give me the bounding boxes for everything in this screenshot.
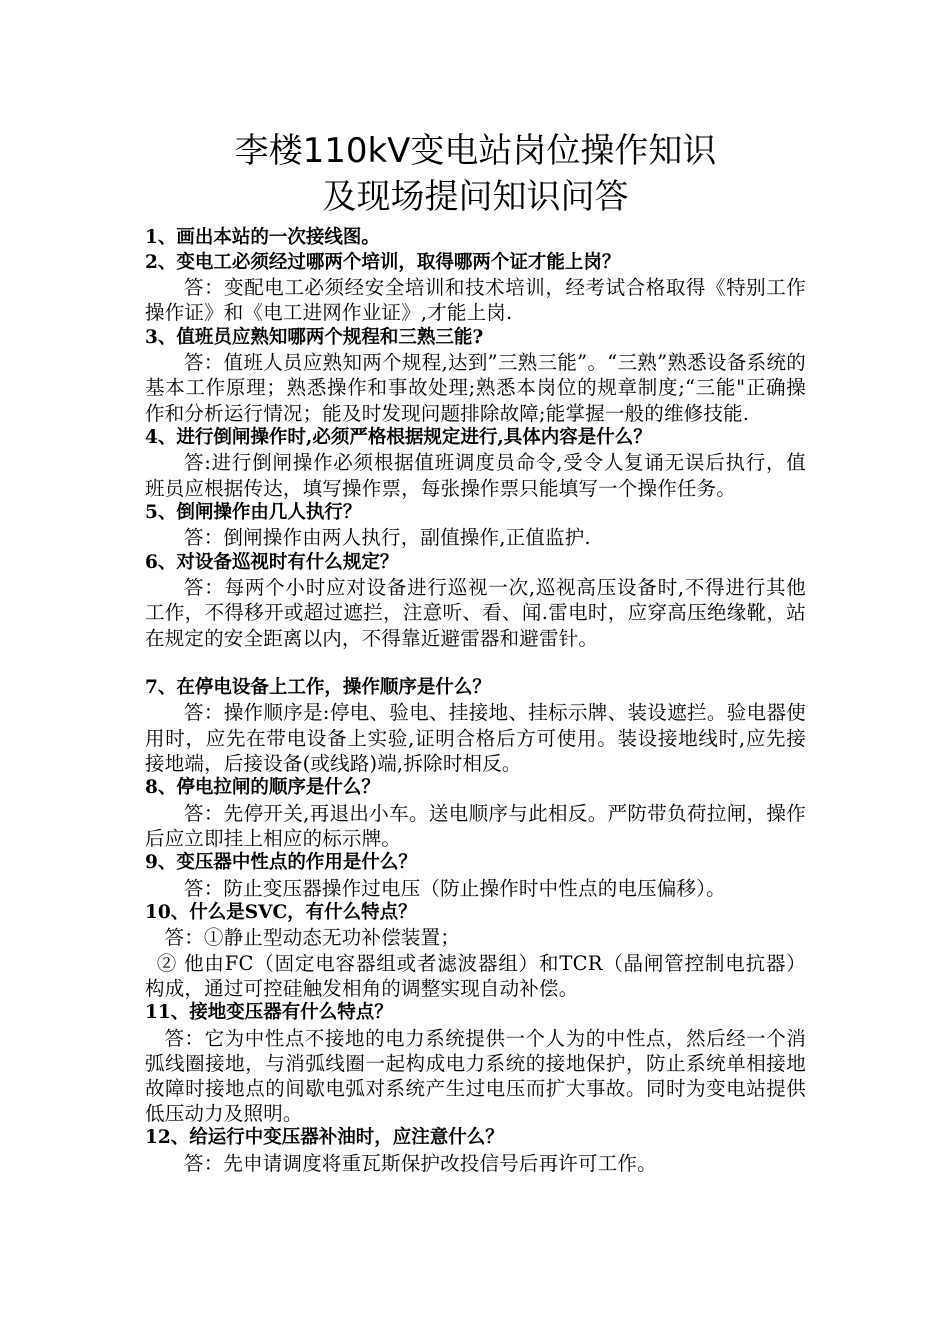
question-1: 1、画出本站的一次接线图。: [145, 227, 380, 248]
question-5: 5、倒闸操作由几人执行？: [145, 501, 362, 523]
qa-list: [145, 226, 806, 1176]
question-3: 3、值班员应熟知哪两个规程和三熟三能?: [145, 326, 484, 348]
answer-5: 答：倒闸操作由两人执行，副值操作,正值监护.: [184, 526, 591, 550]
answer-2: 答：变配电工必须经安全培训和技术培训，经考试合格取得《特别工作操作证》和《电工进网作业证》,才能上岗.: [145, 276, 806, 325]
answer-11: 答：它为中性点不接地的电力系统提供一个人为的中性点，然后经一个消弧线圈接地，与消弧线圈一起构成电力系统的接地保护，防止系统单相接地故障时接地点的间歇电弧对系统产生过电压而扩大事故。同时为变电站提供低压动力及照明。: [145, 1026, 806, 1126]
question-10: 10、什么是SVC，有什么特点？: [145, 901, 417, 923]
title-line-1: 李楼110kV变电站岗位操作知识: [234, 131, 717, 171]
document-title: [145, 128, 806, 220]
title-line-2: 及现场提问知识问答: [322, 177, 629, 217]
question-7: 7、在停电设备上工作，操作顺序是什么？: [145, 676, 491, 698]
answer-3: 答：值班人员应熟知两个规程,达到”三熟三能”。“三熟”熟悉设备系统的基本工作原理；熟悉操作和事故处理;熟悉本岗位的规章制度;“三能"正确操作和分析运行情况；能及时发现问题排除故障;能掌握一般的维修技能.: [145, 351, 806, 425]
answer-12: 答：先申请调度将重瓦斯保护改投信号后再许可工作。: [184, 1152, 657, 1175]
question-11: 11、接地变压器有什么特点？: [145, 1002, 393, 1023]
question-6: 6、对设备巡视时有什么规定？: [145, 551, 399, 573]
answer-10-part-1: 答：①静止型动态无功补偿装置；: [164, 926, 461, 950]
answer-10-part-2: ② 他由FC（固定电容器组或者滤波器组）和TCR（晶闸管控制电抗器）构成，通过可控硅触发相角的调整实现自动补偿。: [145, 951, 806, 1000]
question-2: 2、变电工必须经过哪两个培训，取得哪两个证才能上岗？: [145, 251, 621, 273]
answer-8: 答：先停开关,再退出小车。送电顺序与此相反。严防带负荷拉闸，操作后应立即挂上相应的标示牌。: [145, 801, 806, 850]
question-9: 9、变压器中性点的作用是什么？: [145, 852, 417, 873]
question-8: 8、停电拉闸的顺序是什么？: [145, 777, 380, 798]
blank-line: [145, 651, 806, 676]
answer-9: 答：防止变压器操作过电压（防止操作时中性点的电压偏移）。: [184, 876, 726, 900]
question-4: 4、进行倒闸操作时,必须严格根据规定进行,具体内容是什么？: [145, 426, 652, 448]
answer-4: 答:进行倒闸操作必须根据值班调度员命令,受令人复诵无误后执行，值班员应根据传达，填写操作票，每张操作票只能填写一个操作任务。: [145, 451, 806, 500]
answer-6: 答：每两个小时应对设备进行巡视一次,巡视高压设备时,不得进行其他工作，不得移开或超过遮拦，注意听、看、闻.雷电时，应穿高压绝缘靴，站在规定的安全距离以内，不得靠近避雷器和避雷针。: [145, 576, 806, 650]
answer-7: 答：操作顺序是:停电、验电、挂接地、挂标示牌、装设遮拦。验电器使用时，应先在带电设备上实验,证明合格后方可使用。装设接地线时,应先接接地端，后接设备(或线路)端,拆除时相反。: [145, 701, 806, 775]
question-12: 12、给运行中变压器补油时，应注意什么？: [145, 1127, 504, 1149]
